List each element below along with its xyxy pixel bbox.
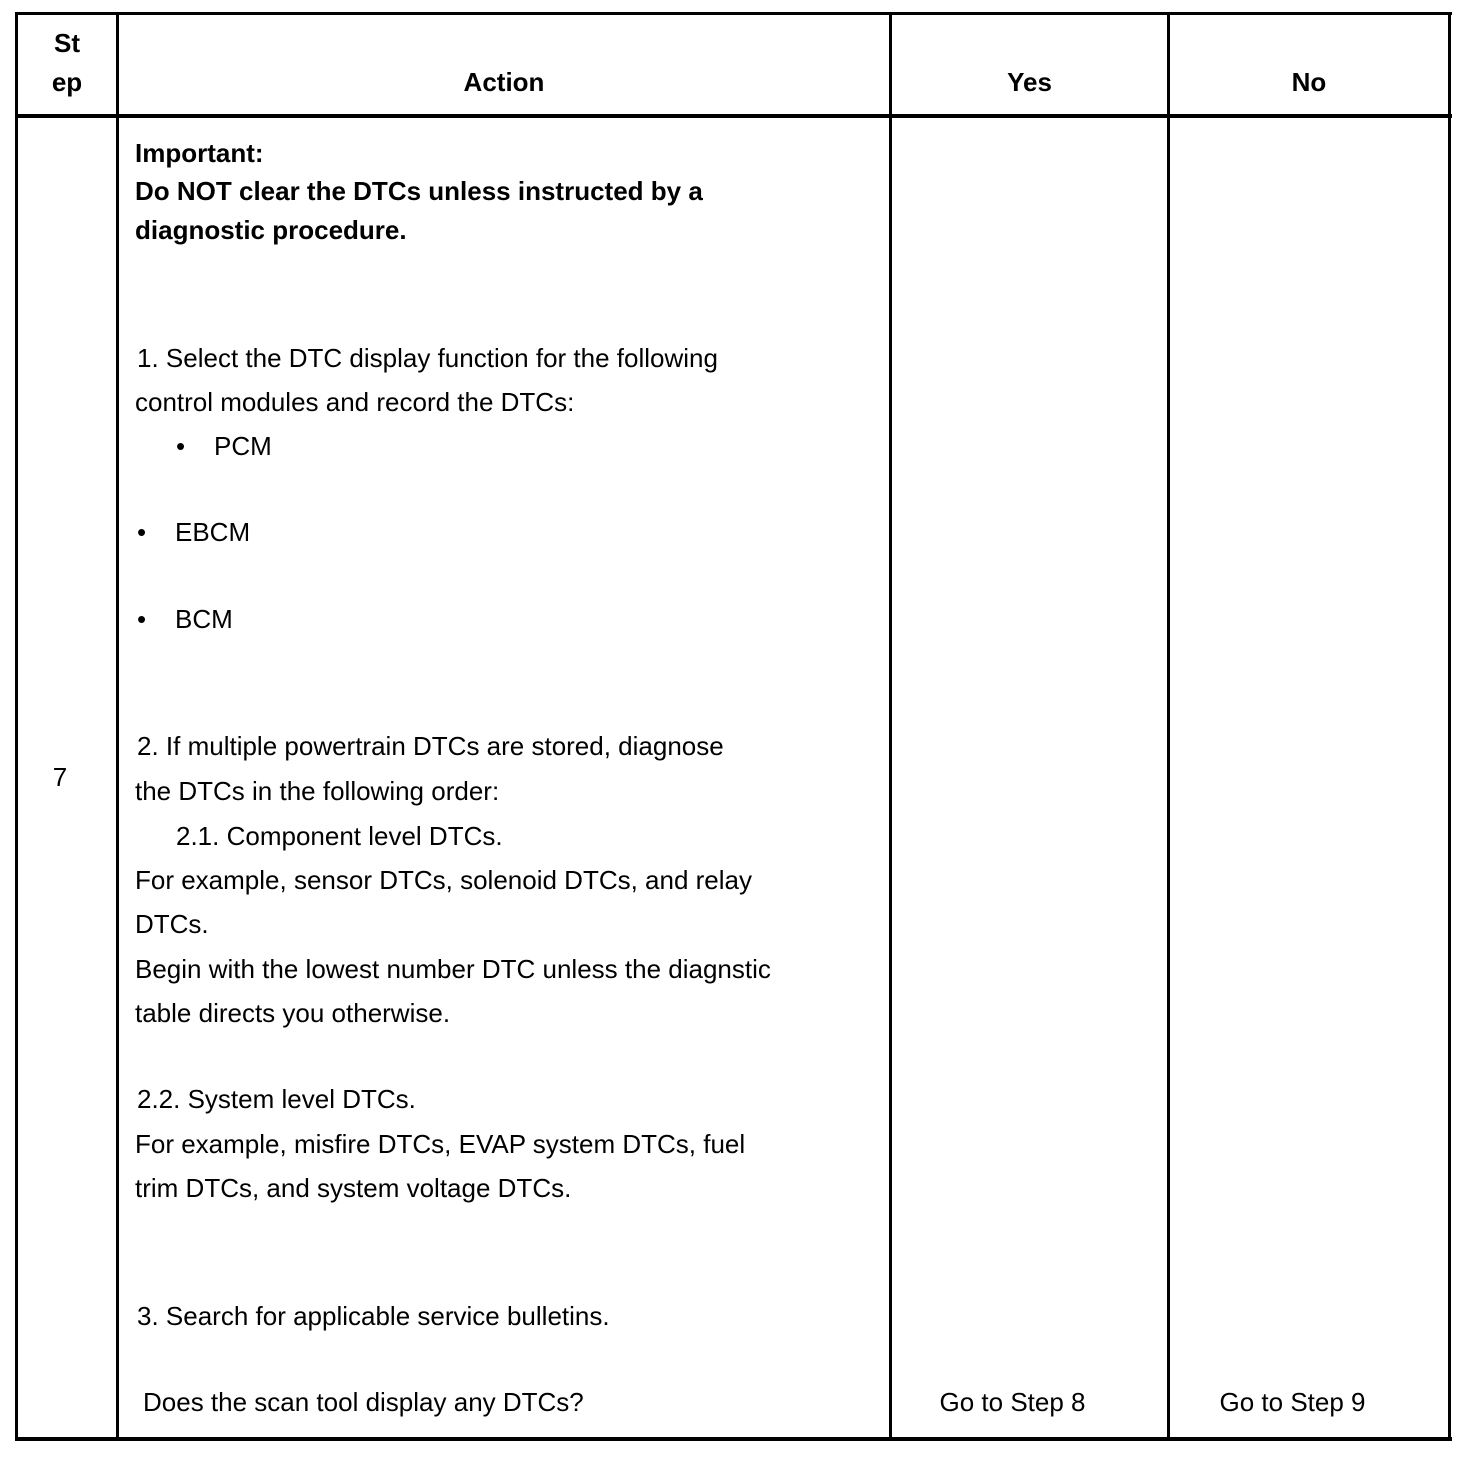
no-result: Go to Step 9	[1219, 1387, 1366, 1417]
important-line2: diagnostic procedure.	[135, 215, 407, 245]
header-no: No	[1291, 67, 1327, 97]
important-line1: Do NOT clear the DTCs unless instructed by a	[135, 176, 703, 206]
item1-line2: control modules and record the DTCs:	[135, 387, 575, 417]
item22-title: 2.2. System level DTCs.	[137, 1084, 416, 1114]
bullet-bcm: BCM	[175, 604, 233, 634]
header-yes: Yes	[1007, 67, 1052, 97]
bullet-ebcm-marker: •	[137, 517, 147, 547]
bullet-ebcm: EBCM	[175, 517, 251, 547]
item2-line2: the DTCs in the following order:	[135, 776, 500, 806]
important-label: Important:	[135, 138, 264, 168]
border-left	[15, 12, 18, 1441]
bullet-pcm-marker: •	[176, 431, 186, 461]
bullet-pcm: PCM	[214, 431, 272, 461]
border-col-yes	[1167, 12, 1170, 1441]
border-right	[1448, 12, 1451, 1441]
item3: 3. Search for applicable service bulletins.	[137, 1301, 610, 1331]
header-step-line2: ep	[51, 67, 83, 97]
border-header-bottom	[15, 114, 1452, 118]
bullet-bcm-marker: •	[137, 604, 147, 634]
header-action: Action	[463, 67, 545, 97]
item21-line4: table directs you otherwise.	[135, 998, 451, 1028]
item22-line2: trim DTCs, and system voltage DTCs.	[135, 1173, 572, 1203]
border-col-step	[116, 12, 119, 1441]
border-bottom	[15, 1437, 1452, 1441]
item2-line1: 2. If multiple powertrain DTCs are stored, diagnose	[137, 731, 724, 761]
step-number: 7	[52, 762, 68, 792]
header-step-line1: St	[54, 28, 80, 58]
border-col-action	[889, 12, 892, 1441]
item1-line1: 1. Select the DTC display function for the following	[137, 343, 718, 373]
item21-line3: Begin with the lowest number DTC unless the diagnstic	[135, 954, 771, 984]
border-top	[15, 12, 1452, 15]
item21-line1: For example, sensor DTCs, solenoid DTCs, and relay	[135, 865, 753, 895]
yes-result: Go to Step 8	[939, 1387, 1086, 1417]
item21-title: 2.1. Component level DTCs.	[176, 821, 503, 851]
question: Does the scan tool display any DTCs?	[143, 1387, 584, 1417]
item22-line1: For example, misfire DTCs, EVAP system DTCs, fuel	[135, 1129, 746, 1159]
item21-line2: DTCs.	[135, 909, 209, 939]
